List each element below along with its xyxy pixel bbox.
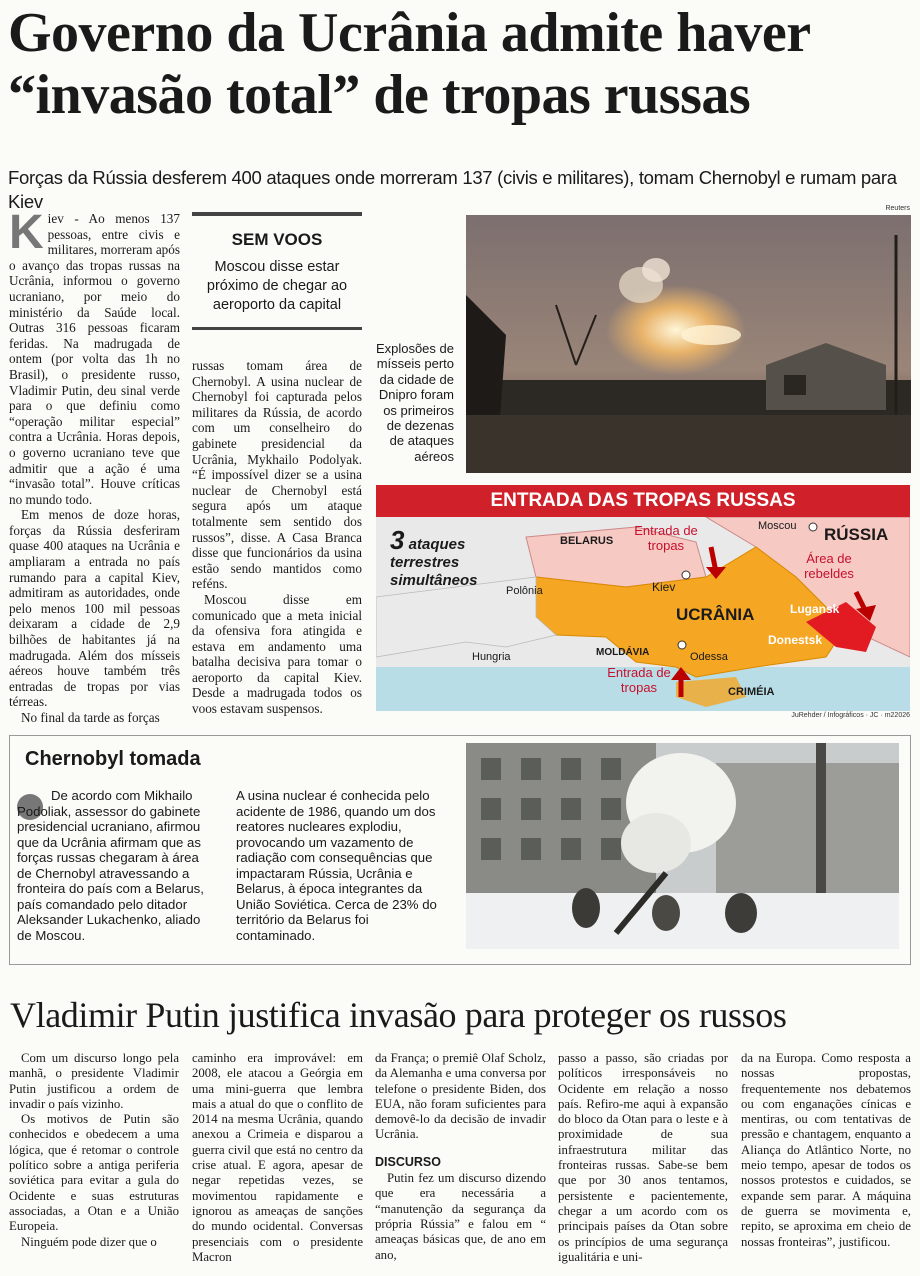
label-entry-south: Entrada de tropas [607, 665, 671, 695]
article-paragraph: Com um discurso longo pela manhã, o presidente Vladimir Putin justificou a ordem de invadir o país vizinho. [9, 1051, 179, 1111]
label-hungria: Hungria [472, 651, 511, 663]
putin-column-5 [741, 1051, 911, 1250]
article-paragraph: Em menos de doze horas, forças da Rússia desferiram quase 400 ataques na Ucrânia e ampliaram a entrada no país rumando para a capital Kiev, admitiram as autoridades, onde pelo menos 100 mil pessoas deixaram a cidade de 2,9 bilhões de habitantes já na madrugada. Além dos mísseis aéreos houve também três entradas de tropas por vias térreas. [9, 507, 180, 710]
label-polonia: Polônia [506, 585, 543, 597]
article-column-2 [192, 358, 362, 717]
photo-credit: Reuters [885, 205, 910, 212]
article-paragraph: da na Europa. Como resposta a nossas propostas, frequentemente nos debatemos ou com enganações cínicas e mentiras, ou com tentativas de pressão e chantagem, enquanto a Aliança do Atlântico Norte, no meio tempo, apesar de todos os nossos protestos e cuidados, se expande sem parar. A máquina de guerra se movimenta e, repito, se aproxima em cheio de nossas fronteiras”, justificou. [741, 1051, 911, 1249]
headline-line-2: “invasão total” de tropas russas [8, 64, 751, 126]
article-paragraph: caminho era improvável: em 2008, ele atacou a Geórgia em uma mini-guerra que lembra mais a atual do que o conflito de 2014 na mesma Ucrânia, quando anexou a Crimeia e disparou a guerra civil que está no centro da crise atual. E agora, apesar de negar repetidas vezes, se movimentou rapidamente e ignorou as ameaças de sanções do mundo ocidental. Conversas presenciais com o presidente Macron [192, 1051, 363, 1264]
putin-column-4 [558, 1051, 728, 1265]
putin-column-3 [375, 1051, 546, 1263]
label-moldavia: MOLDÁVIA [596, 647, 650, 658]
attacks-number: 3 [390, 525, 405, 555]
sem-voos-title: SEM VOOS [231, 230, 323, 249]
attacks-callout [390, 525, 500, 590]
soldiers-photo-illustration [466, 743, 899, 949]
map-title: ENTRADA DAS TROPAS RUSSAS [376, 485, 910, 517]
headline-line-1: Governo da Ucrânia admite haver [8, 2, 811, 64]
putin-column-1 [9, 1051, 179, 1250]
label-entry-north: Entrada de tropas [634, 523, 698, 553]
label-ucrania: UCRÂNIA [676, 605, 755, 624]
article-paragraph: Kiev - Ao menos 137 pessoas, entre civis e militares, morreram após o avanço das tropas russas na Ucrânia, informou o governo ucraniano, por meio do ministério da Saúde local. Outras 316 pessoas ficaram feridas. Na madrugada de ontem (por volta das 1h no Brasil), o presidente russo, Vladimir Putin, deu sinal verde para o que definiu como “operação militar especial” contra a Ucrânia. Horas depois, o governo ucraniano teve que admitir que a ação é uma “invasão total”. Houve críticas no mundo todo. [9, 206, 180, 507]
putin-column-2 [192, 1051, 363, 1265]
article-paragraph: Ninguém pode dizer que o [21, 1234, 157, 1249]
label-crimeia: CRIMÉIA [728, 686, 775, 698]
article-paragraph: da França; o premiê Olaf Scholz, da Alemanha e uma conversa por telefone o presidente Biden, dos EUA, não foram suficientes para demovê-lo da decisão de invadir Ucrânia. [375, 1051, 546, 1142]
soldiers-photo [466, 743, 899, 949]
attacks-description: terrestres simultâneos [390, 554, 478, 589]
label-kiev: Kiev [652, 580, 676, 594]
article-paragraph: Moscou disse em comunicado que a meta inicial da ofensiva fora atingida e estava em andamento uma batalha decisiva para tomar o aeroporto da capital Kiev. Desde a madrugada todos os voos estavam suspensos. [192, 591, 362, 717]
article-paragraph: No final da tarde as forças [21, 710, 160, 725]
label-moscou: Moscou [758, 520, 797, 532]
label-rebel-area: Área de rebeldes [804, 551, 854, 581]
article-paragraph: passo a passo, são criadas por políticos irresponsáveis no Ocidente em relação a nosso país. Refiro-me aqui à expansão do bloco da Otan para o leste e à proximidade de sua infraestrutura militar das fronteiras russas. Sabe-se bem que por 30 anos tentamos, persistente e pacientemente, chegar a um acordo com os principais países da Otan sobre os princípios de uma segurança igualitária e uni- [558, 1051, 728, 1264]
troops-map-infographic [376, 485, 910, 711]
chernobyl-title: Chernobyl tomada [25, 748, 201, 770]
article-column-1 [9, 206, 180, 726]
photo-caption: Explosões de mísseis perto da cidade de Dnipro foram os primeiros de dezenas de ataques aéreos [375, 341, 454, 464]
article-paragraph: Putin fez um discurso dizendo que era necessária a “manutenção da segurança da própria Rússia” e falou em “ ameaças básicas que, de ano em ano, [375, 1171, 546, 1262]
sem-voos-body: Moscou disse estar próximo de chegar ao aeroporto da capital [206, 259, 348, 313]
label-lugansk: Lugansk [790, 602, 840, 616]
putin-headline: Vladimir Putin justifica invasão para proteger os russos [10, 995, 787, 1035]
chernobyl-column-2: A usina nuclear é conhecida pelo acidente de 1986, quando um dos reatores nucleares explodiu, provocando um vazamento de radiação com consequências que impactaram Rússia, Ucrânia e Belarus, à época integrantes da União Soviética. Cerca de 23% do território da Belarus foi contaminado. [236, 788, 437, 943]
article-paragraph: Os motivos de Putin são conhecidos e obedecem a uma lógica, que é retomar o controle político sobre a antiga periferia soviética para evitar a gula do Ocidente e suas estruturas associadas, a Otan e a União Europeia. [9, 1112, 179, 1234]
article-paragraph: russas tomam área de Chernobyl. A usina nuclear de Chernobyl foi capturada pelos militares da Rússia, de acordo com um conselheiro do gabinete presidencial da Ucrânia, Mykhailo Podolyak. “É impossível dizer se a usina nuclear de Chernobyl está segura após um ataque totalmente sem sentido dos russos”, disse. A Casa Branca disse que funcionários da usina estão sendo mantidos como reféns. [192, 358, 362, 592]
headline [8, 2, 912, 126]
label-donetsk: Donestsk [768, 633, 823, 647]
explosion-photo-illustration [466, 215, 911, 473]
dnipro-explosions-photo [466, 215, 911, 473]
map-credit: JuRehder / Infográficos · JC · m22026 [791, 712, 910, 719]
section-label-discurso: DISCURSO [375, 1154, 441, 1169]
subheadline: Forças da Rússia desferem 400 ataques onde morreram 137 (civis e militares), tomam Chernobyl e rumam para Kiev [8, 167, 897, 212]
chernobyl-column-1: De acordo com Mikhailo Podoliak, assessor do gabinete presidencial ucraniano, afirmou que da Ucrânia afirmam que as forças russas chegaram à área de Chernobyl atravessando a fronteira do país com a Belarus, país comandado pelo ditador Aleksander Lukachenko, aliado de Moscou. [17, 788, 204, 943]
drop-cap: K [9, 206, 44, 259]
sem-voos-box [192, 212, 362, 330]
attacks-word: ataques [408, 536, 466, 553]
label-odessa: Odessa [690, 651, 728, 663]
label-belarus: BELARUS [560, 535, 614, 547]
label-russia: RÚSSIA [824, 525, 889, 544]
